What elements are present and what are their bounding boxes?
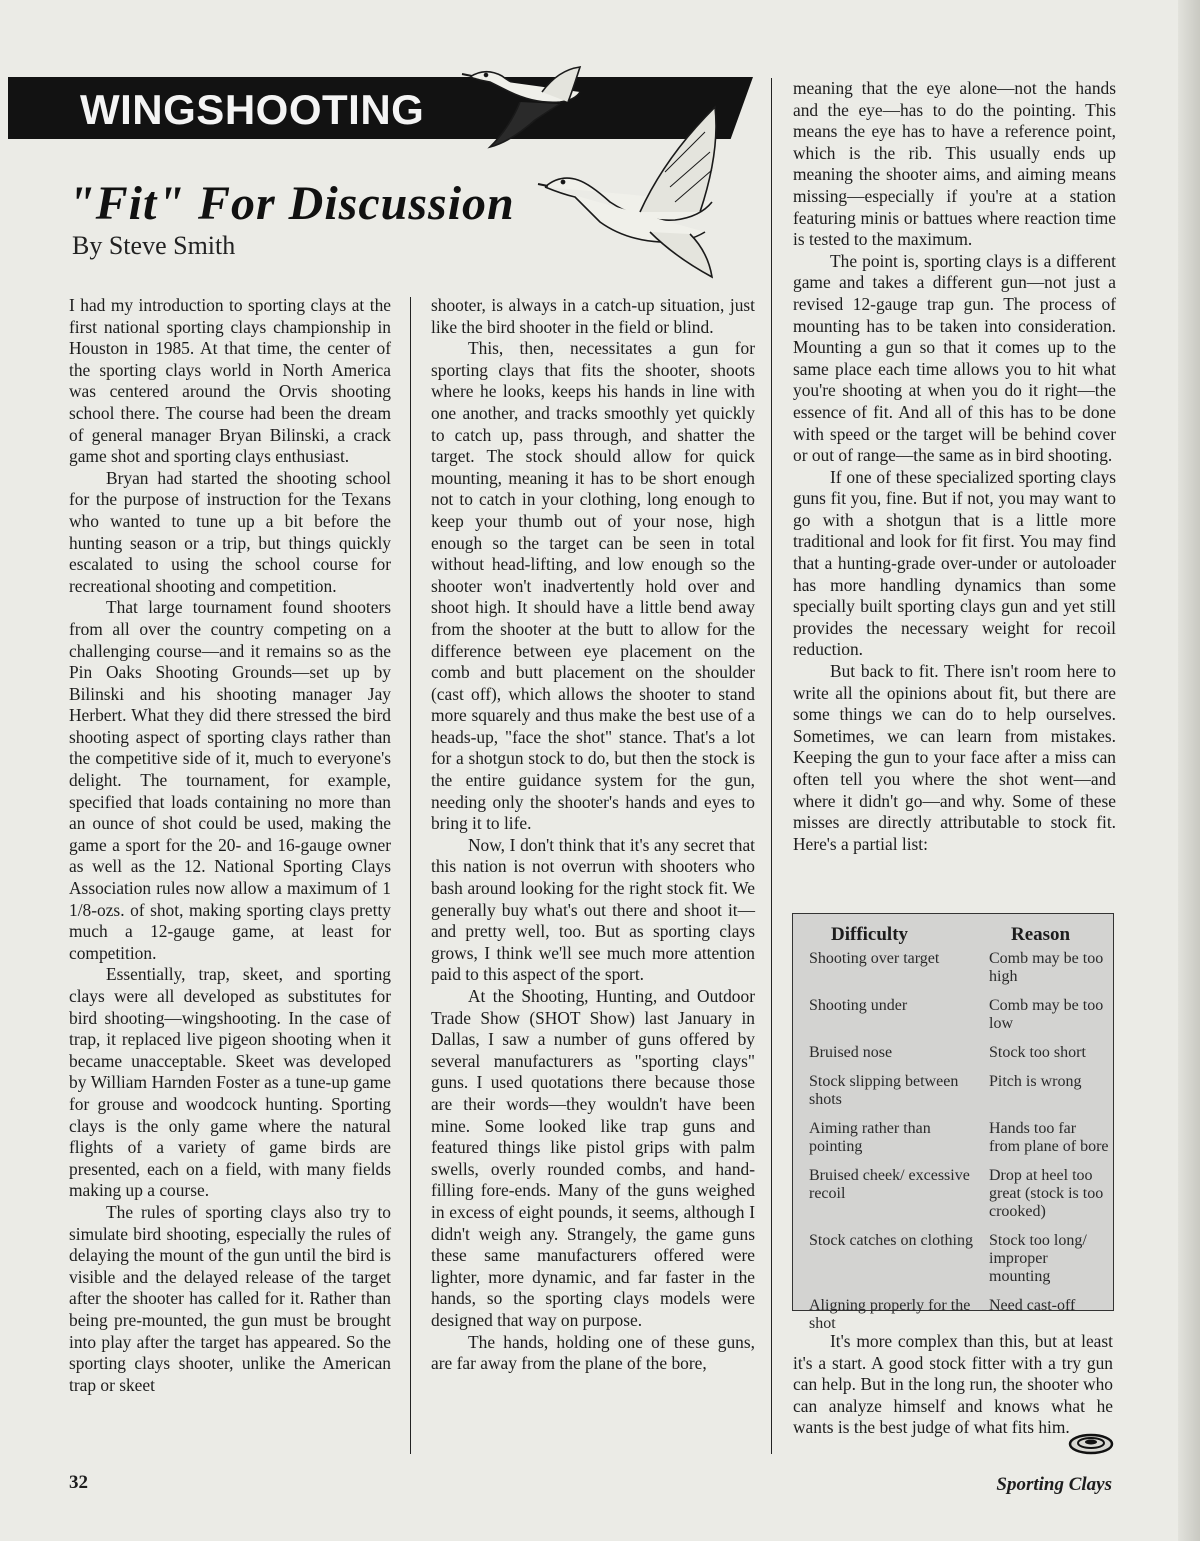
difficulty-cell: Bruised nose: [809, 1044, 893, 1061]
article-column-2: [431, 295, 755, 1375]
reason-cell: Pitch is wrong: [989, 1073, 1082, 1090]
table-row: [793, 1073, 1113, 1120]
paragraph: meaning that the eye alone—not the hands and the eye—has to do the pointing. This means the eye has to have a reference point, which is the rib. This usually ends up meaning the shooter aims, and aiming means missing—especially if you're at a station featuring minis or battues where reaction time is tested to the maximum.: [793, 78, 1116, 250]
page-edge: [1178, 0, 1200, 1541]
reason-cell: Stock too long/ improper mounting: [989, 1232, 1087, 1285]
paragraph: But back to fit. There isn't room here to write all the opinions about fit, but there are some things we can do to help ourselves. Sometimes, we can learn from mistakes. Keeping the gun to your face after a miss can often tell you where the shot went—and where it didn't go—and why. Some of these misses are directly attributable to stock fit. Here's a partial list:: [793, 661, 1116, 854]
stock-fit-table: [792, 913, 1114, 1332]
table-row: [793, 1044, 1113, 1073]
article-column-1: [69, 295, 391, 1396]
difficulty-cell: Aligning properly for the shot: [809, 1297, 971, 1332]
article-column-3: [793, 78, 1116, 855]
page-number: 32: [69, 1472, 88, 1493]
clay-target-icon: [1068, 1432, 1114, 1456]
paragraph: It's more complex than this, but at least it's a start. A good stock fitter with a try gun can help. But in the long run, the shooter who can analyze himself and knows what he wants is the best judge of what fits him.: [793, 1331, 1113, 1438]
closing-paragraph-block: [793, 1331, 1113, 1439]
table-header-reason: Reason: [1011, 924, 1071, 945]
magazine-name: Sporting Clays: [996, 1474, 1112, 1495]
paragraph: At the Shooting, Hunting, and Outdoor Trade Show (SHOT Show) last January in Dallas, I saw a number of guns offered by several manufacturers as "sporting clays" guns. I used quotations there because those are their words—they wouldn't have been mine. Some looked like trap guns and featured things like pistol grips with palm swells, overly rounded combs, and hand-filling fore-ends. Many of the guns weighed in excess of eight pounds, it seems, although I didn't weigh any. Strangely, the game guns these same manufacturers offered were lighter, more dynamic, and far faster in the hands, so the sporting clays models were designed that way on purpose.: [431, 986, 755, 1330]
reason-cell: Comb may be too high: [989, 950, 1104, 985]
difficulty-cell: Aiming rather than pointing: [809, 1120, 931, 1155]
paragraph: I had my introduction to sporting clays at the first national sporting clays championship in Houston in 1985. At that time, the center of the sporting clays world in North America was centered around the Orvis shooting school there. The course had been the dream of general manager Bryan Bilinski, a crack game shot and sporting clays enthusiast.: [69, 295, 391, 467]
paragraph: This, then, necessitates a gun for sporting clays that fits the shooter, shoots where he looks, keeps his hands in line with one another, and tracks smoothly yet quickly to catch up, pass through, and shatter the target. The stock should allow for quick mounting, meaning it has to be short enough not to catch in your clothing, long enough to keep your thumb out of your nose, high enough so the target can be seen in total without head-lifting, and low enough so the shooter won't inadvertently hold over and shoot high. It should have a little bend away from the shooter at the butt to allow for the difference between eye placement on the comb and butt placement on the shoulder (cast off), which allows the shooter to stand more squarely and thus make the best use of a heads-up, "face the shot" stance. That's a lot for a shotgun stock to do, but then the stock is the entire guidance system for the gun, needing only the shooter's hands and eyes to bring it to life.: [431, 338, 755, 834]
paragraph: That large tournament found shooters from all over the country competing on a challenging course—and it remains so as the Pin Oaks Shooting Grounds—set up by Bilinski and his shooting manager Jay Herbert. What they did there stressed the bird shooting aspect of sporting clays rather than the competitive side of it, much to everyone's delight. The tournament, for example, specified that loads containing no more than an ounce of shot could be used, making the game a sport for the 20- and 16-gauge owner as well as the 12. National Sporting Clays Association rules now allow a maximum of 1 1/8-ozs. of shot, making sporting clays pretty much a 12-gauge game, at least for competition.: [69, 597, 391, 963]
paragraph: Bryan had started the shooting school for the purpose of instruction for the Texans who wanted to tune up a bit before the hunting season or a trip, but things quickly escalated to using the school course for recreational shooting and competition.: [69, 467, 391, 596]
paragraph: The hands, holding one of these guns, are far away from the plane of the bore,: [431, 1331, 755, 1374]
paragraph: Now, I don't think that it's any secret that this nation is not overrun with shooters who bash around looking for the right stock fit. We generally buy what's out there and shoot it—and pretty well, too. But as sporting clays grows, I think we'll see much more attention paid to this aspect of the sport.: [431, 834, 755, 985]
paragraph: If one of these specialized sporting clays guns fit you, fine. But if not, you may want to go with a shotgun that is a little more traditional and look for fit first. You may find that a hunting-grade over-under or autoloader has more handling dynamics than some specially built sporting clays gun and yet still provides the necessary weight for recoil reduction.: [793, 466, 1116, 660]
difficulty-cell: Shooting over target: [809, 950, 940, 967]
reason-cell: Hands too far from plane of bore: [989, 1120, 1109, 1155]
table-header-difficulty: Difficulty: [831, 924, 909, 945]
paragraph: Essentially, trap, skeet, and sporting clays were all developed as substitutes for bird shooting—wingshooting. In the case of trap, it replaced live pigeon shooting when it became unacceptable. Skeet was developed by William Harnden Foster as a tune-up game for grouse and woodcock hunting. Sporting clays is the only game where the natural flights of a variety of game birds are presented, each on a field, with many fields making up a course.: [69, 964, 391, 1201]
reason-cell: Need cast-off: [989, 1297, 1076, 1314]
table-row: [793, 1232, 1113, 1297]
difficulty-cell: Shooting under: [809, 997, 908, 1014]
table-row: [793, 950, 1113, 997]
paragraph: shooter, is always in a catch-up situation, just like the bird shooter in the field or blind.: [431, 295, 755, 337]
column-divider: [410, 297, 411, 1454]
difficulty-cell: Stock slipping between shots: [809, 1073, 959, 1108]
table-row: [793, 1167, 1113, 1232]
column-divider: [771, 78, 772, 1454]
reason-cell: Drop at heel too great (stock is too crooked): [989, 1167, 1104, 1220]
article-title: "Fit" For Discussion: [68, 177, 515, 230]
reason-cell: Stock too short: [989, 1044, 1086, 1061]
byline: By Steve Smith: [72, 231, 236, 260]
reason-cell: Comb may be too low: [989, 997, 1104, 1032]
difficulty-cell: Stock catches on clothing: [809, 1232, 973, 1249]
table-row: [793, 997, 1113, 1044]
table-row: [793, 1120, 1113, 1167]
section-title: WINGSHOOTING: [80, 86, 425, 133]
paragraph: The rules of sporting clays also try to simulate bird shooting, especially the rules of delaying the mount of the gun until the bird is visible and the delayed release of the target after the shooter has called for it. Rather than being pre-mounted, the gun must be brought into play after the target has appeared. So the sporting clays shooter, unlike the American trap or skeet: [69, 1201, 391, 1395]
paragraph: The point is, sporting clays is a different game and takes a different gun—not just a revised 12-gauge trap gun. The process of mounting has to be taken into consideration. Mounting a gun so that it comes up to the same place each time allows you to hit what you're shooting at when you do it right—the essence of fit. And all of this has to be done with speed or the target will be behind cover or out of range—the same as in bird shooting.: [793, 250, 1116, 466]
difficulty-cell: Bruised cheek/ excessive recoil: [809, 1167, 970, 1202]
